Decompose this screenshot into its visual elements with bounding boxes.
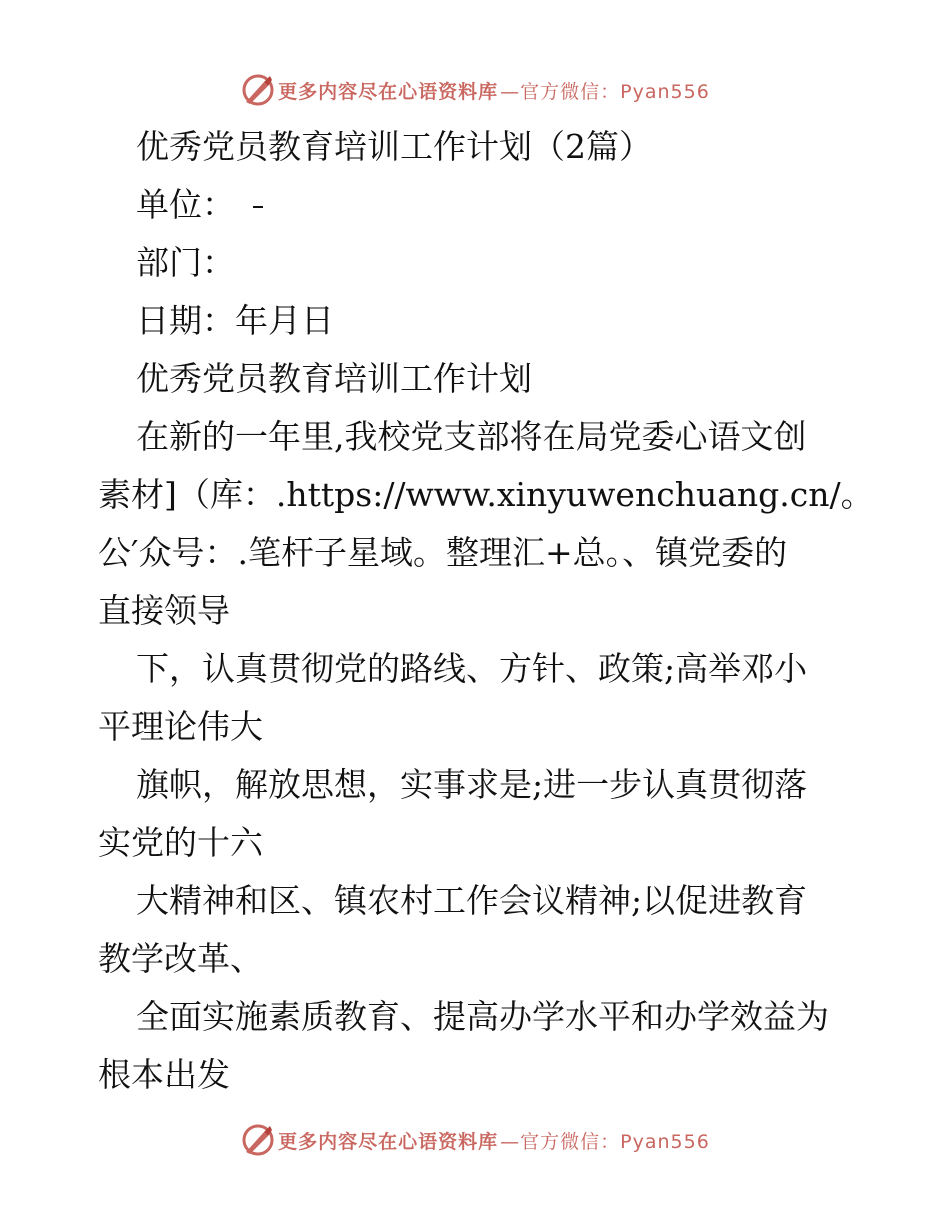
paragraph-line: 教学改革、: [98, 939, 263, 978]
pen-circle-logo-icon: [240, 1122, 276, 1158]
banner-text: 更多内容尽在心语资料库: [278, 1130, 499, 1153]
blank-underline: [253, 206, 263, 208]
paragraph-line: 平理论伟大: [98, 707, 263, 746]
document-title: 优秀党员教育培训工作计划（2篇）: [136, 127, 652, 166]
paragraph-line: 实党的十六: [98, 823, 263, 862]
section-heading: 优秀党员教育培训工作计划: [136, 359, 532, 398]
paragraph-line: 全面实施素质教育、提高办学水平和办学效益为: [136, 997, 829, 1036]
paragraph-line: 大精神和区、镇农村工作会议精神;以促进教育: [136, 881, 808, 920]
paragraph-line: 在新的一年里,我校党支部将在局党委心语文创: [136, 417, 807, 456]
date-label: 日期：年月日: [136, 301, 334, 340]
banner-wechat: —官方微信：Pyan556: [500, 80, 710, 103]
pen-circle-logo-icon: [240, 72, 276, 108]
banner-text: 更多内容尽在心语资料库: [278, 80, 499, 103]
unit-line: [98, 176, 858, 234]
paragraph-line: 下，认真贯彻党的路线、方针、政策;高举邓小: [136, 649, 808, 688]
dept-label: 部门：: [136, 243, 235, 282]
paragraph-line: 直接领导: [98, 591, 230, 630]
paragraph-line: 旗帜，解放思想，实事求是;进一步认真贯彻落: [136, 765, 808, 804]
banner-wechat: —官方微信：Pyan556: [500, 1130, 710, 1153]
unit-label: 单位：: [136, 185, 235, 224]
paragraph-line: 根本出发: [98, 1055, 230, 1094]
document-body: [98, 118, 874, 1104]
footer-banner: [0, 1120, 950, 1160]
header-banner: [0, 70, 950, 110]
paragraph-line: 公′众号：.笔杆子星域。整理汇+总。、镇党委的: [98, 533, 788, 572]
paragraph-line: 素材]（库：.https://www.xinyuwenchuang.cn/。: [98, 475, 874, 514]
